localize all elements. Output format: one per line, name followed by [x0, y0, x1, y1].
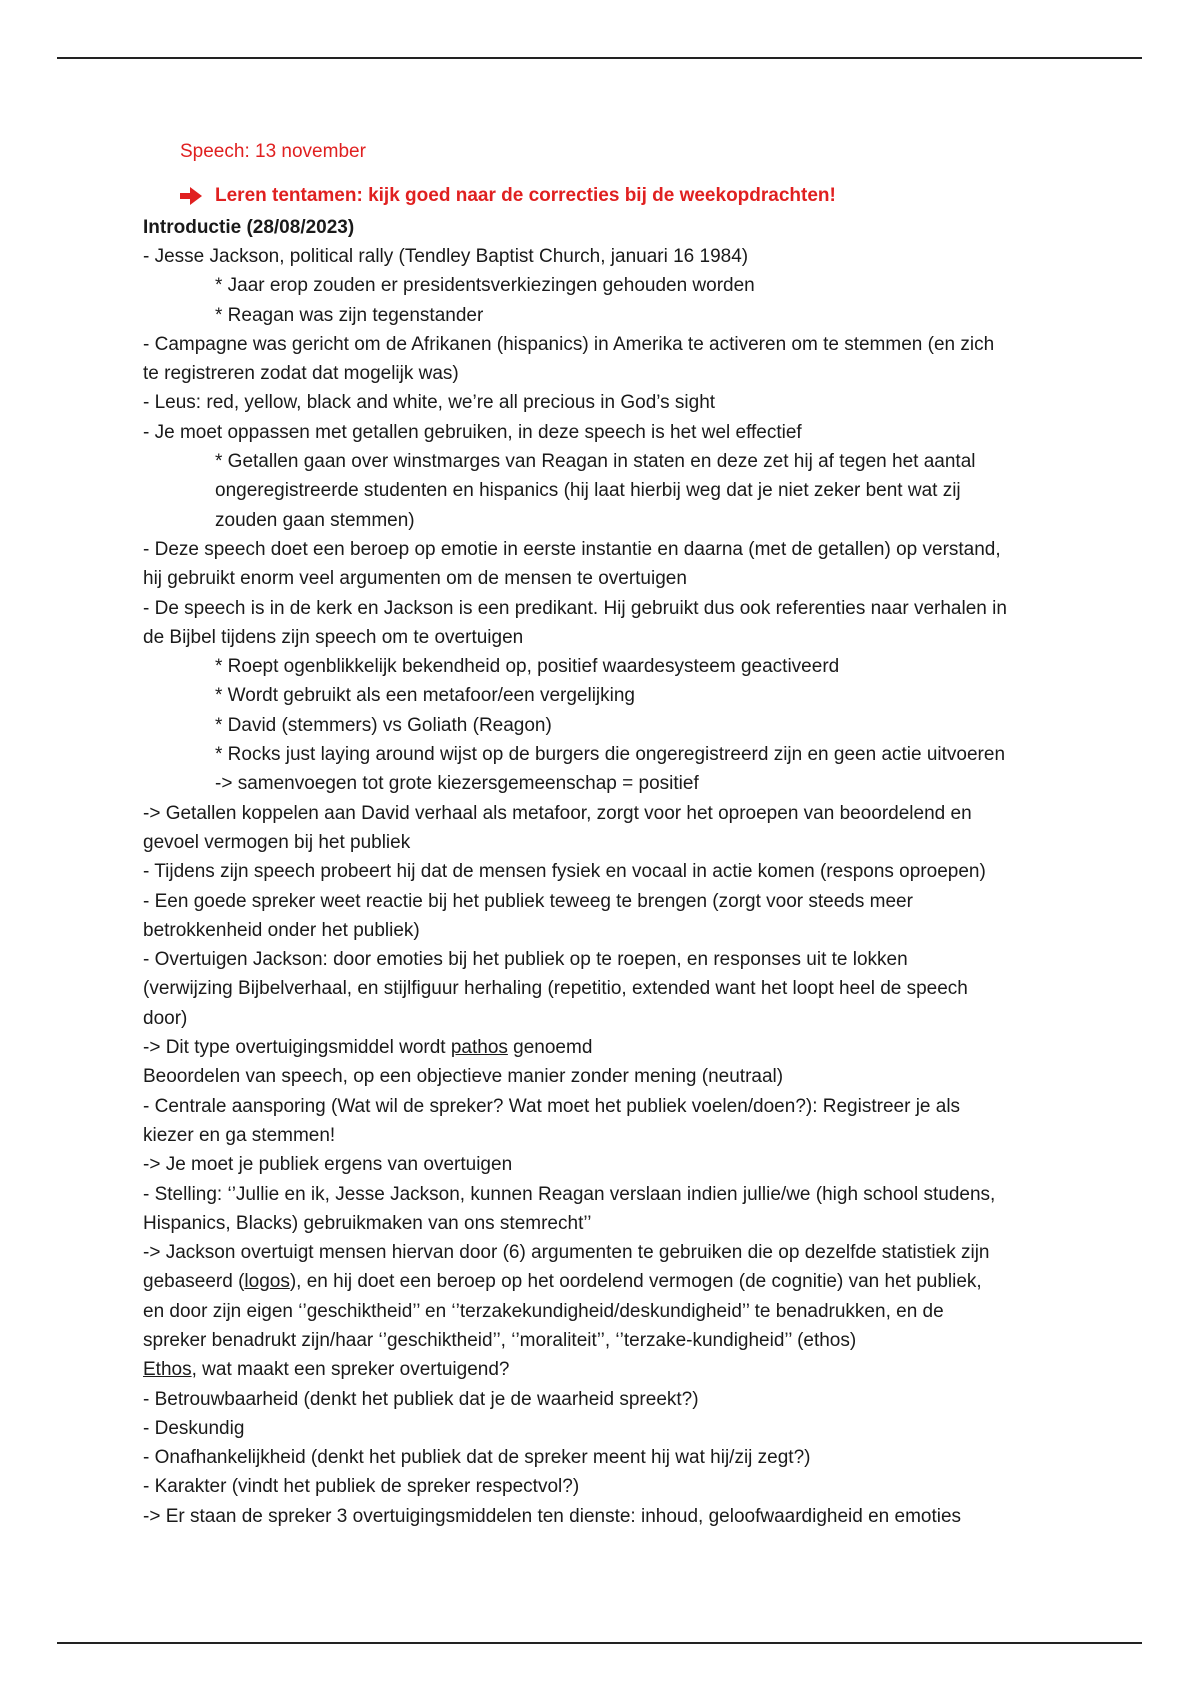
- note-line: Hispanics, Blacks) gebruikmaken van ons stemrecht’’: [143, 1212, 592, 1234]
- note-bullet: * David (stemmers) vs Goliath (Reagon): [215, 714, 552, 736]
- pathos-term: pathos: [450, 1037, 508, 1059]
- note-text: , wat maakt een spreker overtuigend?: [191, 1359, 510, 1381]
- note-line: spreker benadrukt zijn/haar ‘’geschiktheid’’, ‘’moraliteit’’, ‘’terzake-kundigheid’’ (ethos): [143, 1329, 857, 1351]
- note-line: -> Jackson overtuigt mensen hiervan door (6) argumenten te gebruiken die op dezelfde statistiek zijn: [143, 1242, 990, 1264]
- note-text: ), en hij doet een beroep op het oordelend vermogen (de cognitie) van het publiek,: [289, 1271, 982, 1293]
- page-bottom-rule: [57, 1642, 1142, 1644]
- note-line: -> Getallen koppelen aan David verhaal als metafoor, zorgt voor het oproepen van beoordelend en: [143, 802, 972, 824]
- ethos-term: Ethos: [143, 1359, 192, 1381]
- note-line: [143, 1355, 1063, 1384]
- note-line: - Betrouwbaarheid (denkt het publiek dat je de waarheid spreekt?): [143, 1388, 699, 1410]
- note-text: -> Dit type overtuigingsmiddel wordt: [143, 1037, 451, 1059]
- note-text: genoemd: [507, 1037, 593, 1059]
- note-bullet: * Jaar erop zouden er presidentsverkiezingen gehouden worden: [215, 275, 755, 297]
- note-line: te registreren zodat dat mogelijk was): [143, 363, 459, 385]
- note-line: en door zijn eigen ‘’geschiktheid’’ en ‘’terzakekundigheid/deskundigheid’’ te benadrukken, en de: [143, 1300, 944, 1322]
- note-line: - Tijdens zijn speech probeert hij dat de mensen fysiek en vocaal in actie komen (respons oproepen): [143, 861, 986, 883]
- speech-date: Speech: 13 november: [180, 141, 366, 162]
- note-line: - Campagne was gericht om de Afrikanen (hispanics) in Amerika te activeren om te stemmen (en zich: [143, 333, 995, 355]
- note-bullet: * Wordt gebruikt als een metafoor/een vergelijking: [215, 685, 635, 707]
- note-line: -> Je moet je publiek ergens van overtuigen: [143, 1154, 513, 1176]
- exam-warning-text: Leren tentamen: kijk goed naar de correcties bij de weekopdrachten!: [215, 185, 836, 206]
- note-line: [143, 1267, 1063, 1296]
- note-bullet: * Reagan was zijn tegenstander: [215, 304, 484, 326]
- note-line: - Deskundig: [143, 1417, 245, 1439]
- note-bullet-continued: -> samenvoegen tot grote kiezersgemeenschap = positief: [215, 773, 699, 795]
- note-bullet-continued: zouden gaan stemmen): [215, 509, 415, 531]
- note-line: door): [143, 1007, 188, 1029]
- note-line: - Leus: red, yellow, black and white, we’re all precious in God’s sight: [143, 392, 716, 414]
- note-line: betrokkenheid onder het publiek): [143, 919, 420, 941]
- note-line: - Centrale aansporing (Wat wil de spreker? Wat moet het publiek voelen/doen?): Registreer je als: [143, 1095, 961, 1117]
- note-line: hij gebruikt enorm veel argumenten om de mensen te overtuigen: [143, 568, 687, 590]
- note-line: - Een goede spreker weet reactie bij het publiek teweeg te brengen (zorgt voor steeds meer: [143, 890, 913, 912]
- exam-warning: [180, 181, 1063, 210]
- note-line: - Overtuigen Jackson: door emoties bij het publiek op te roepen, en responses uit te lokken: [143, 949, 908, 971]
- right-arrow-icon: [180, 187, 202, 205]
- note-line: - Stelling: ‘’Jullie en ik, Jesse Jackson, kunnen Reagan verslaan indien jullie/we (high school studens,: [143, 1183, 996, 1205]
- note-line: - Karakter (vindt het publiek de spreker respectvol?): [143, 1476, 580, 1498]
- page-top-rule: [57, 57, 1142, 59]
- logos-term: logos: [244, 1271, 290, 1293]
- note-line: Beoordelen van speech, op een objectieve manier zonder mening (neutraal): [143, 1066, 784, 1088]
- note-line: - De speech is in de kerk en Jackson is een predikant. Hij gebruikt dus ook referenties naar verhalen in: [143, 597, 1007, 619]
- section-title: Introductie (28/08/2023): [143, 217, 355, 238]
- note-bullet: * Getallen gaan over winstmarges van Reagan in staten en deze zet hij af tegen het aantal: [215, 451, 976, 473]
- note-line: - Deze speech doet een beroep op emotie in eerste instantie en daarna (met de getallen) op verstand,: [143, 538, 1001, 560]
- note-text: gebaseerd (: [143, 1271, 245, 1293]
- document-body: [143, 137, 1063, 1531]
- note-line: kiezer en ga stemmen!: [143, 1124, 336, 1146]
- note-bullet: * Rocks just laying around wijst op de burgers die ongeregistreerd zijn en geen actie uitvoeren: [215, 744, 1006, 766]
- note-line: [143, 1033, 1063, 1062]
- note-line: gevoel vermogen bij het publiek: [143, 831, 411, 853]
- note-line: de Bijbel tijdens zijn speech om te overtuigen: [143, 626, 524, 648]
- note-line: - Je moet oppassen met getallen gebruiken, in deze speech is het wel effectief: [143, 421, 802, 443]
- note-bullet-continued: ongeregistreerde studenten en hispanics (hij laat hierbij weg dat je niet zeker bent wat zij: [215, 480, 961, 502]
- note-line: - Onafhankelijkheid (denkt het publiek dat de spreker meent hij wat hij/zij zegt?): [143, 1447, 811, 1469]
- note-line: -> Er staan de spreker 3 overtuigingsmiddelen ten dienste: inhoud, geloofwaardigheid en emoties: [143, 1505, 962, 1527]
- note-line: (verwijzing Bijbelverhaal, en stijlfiguur herhaling (repetitio, extended want het loopt heel de speech: [143, 978, 968, 1000]
- note-bullet: * Roept ogenblikkelijk bekendheid op, positief waardesysteem geactiveerd: [215, 656, 840, 678]
- note-line: - Jesse Jackson, political rally (Tendley Baptist Church, januari 16 1984): [143, 246, 749, 267]
